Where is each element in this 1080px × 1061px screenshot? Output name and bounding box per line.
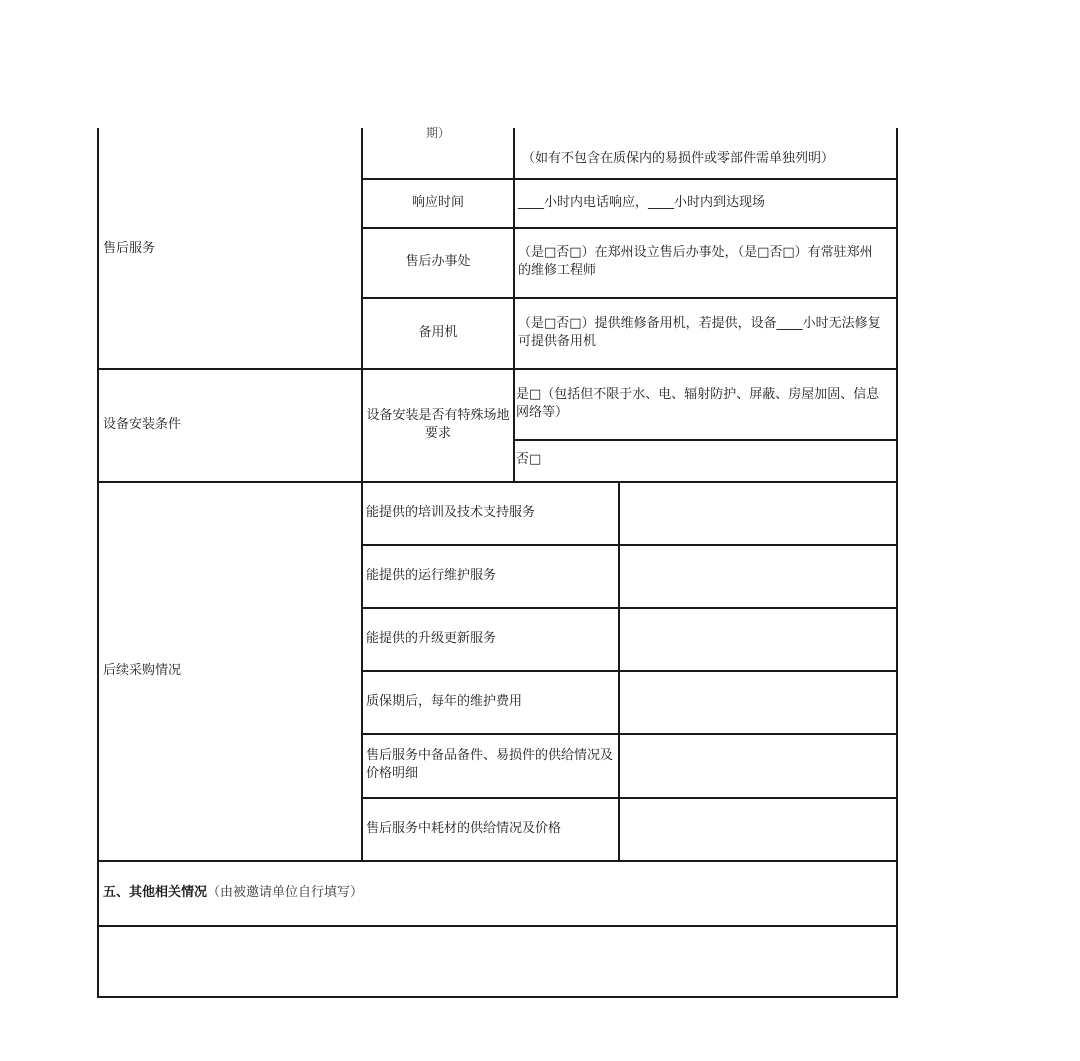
row-divider <box>513 178 898 180</box>
response-time-value[interactable]: ____小时内电话响应，____小时内到达现场 <box>518 194 766 210</box>
follow-up-section-label: 后续采购情况 <box>103 662 182 678</box>
row-divider <box>361 544 898 546</box>
row-divider <box>97 368 898 370</box>
row-divider <box>361 797 898 799</box>
backup-machine-label: 备用机 <box>418 324 458 340</box>
follow-up-item-value[interactable] <box>619 481 897 544</box>
installation-question: 设备安装是否有特殊场地要求 <box>366 407 510 441</box>
installation-yes-option[interactable]: 是□（包括但不限于水、电、辐射防护、屏蔽、房屋加固、信息网络等） <box>516 386 880 420</box>
follow-up-item-label: 售后服务中备品备件、易损件的供给情况及价格明细 <box>366 748 614 781</box>
installation-section-label: 设备安装条件 <box>103 416 182 432</box>
row-divider <box>361 670 898 672</box>
follow-up-item-value[interactable] <box>619 544 897 607</box>
table-border-right <box>896 128 898 998</box>
clipped-warranty-label: 期） <box>425 126 450 140</box>
follow-up-item-value[interactable] <box>619 670 897 733</box>
row-divider <box>361 733 898 735</box>
follow-up-item-label: 能提供的升级更新服务 <box>366 630 497 646</box>
row-divider <box>513 439 898 441</box>
column-divider <box>361 128 363 861</box>
backup-machine-value[interactable]: （是□否□）提供维修备用机，若提供，设备____小时无法修复可提供备用机 <box>518 315 881 349</box>
follow-up-item-value[interactable] <box>619 797 897 860</box>
after-sales-section-label: 售后服务 <box>103 241 156 256</box>
row-divider <box>361 227 898 229</box>
row-divider <box>361 297 898 299</box>
section-five-title <box>99 860 897 925</box>
row-divider <box>97 481 898 483</box>
row-divider <box>97 860 898 862</box>
table-border-left <box>97 128 99 998</box>
follow-up-item-value[interactable] <box>619 607 897 670</box>
section-five-title-bold: 五、其他相关情况 <box>103 884 208 900</box>
service-office-value[interactable]: （是□否□）在郑州设立售后办事处，（是□否□）有常驻郑州的维修工程师 <box>518 245 873 278</box>
section-five-title-note: （由被邀请单位自行填写） <box>207 884 364 900</box>
row-divider <box>361 607 898 609</box>
installation-no-option[interactable]: 否□ <box>516 452 542 467</box>
table-border-bottom <box>97 996 898 998</box>
row-divider <box>97 925 898 927</box>
follow-up-item-label: 能提供的运行维护服务 <box>366 567 497 583</box>
column-divider <box>513 128 515 481</box>
response-time-label: 响应时间 <box>411 194 464 210</box>
follow-up-item-label: 能提供的培训及技术支持服务 <box>366 504 536 520</box>
excluded-parts-note: （如有不包含在质保内的易损件或零部件需单独列明） <box>522 151 835 166</box>
follow-up-item-value[interactable] <box>619 733 897 797</box>
row-divider <box>361 178 514 180</box>
follow-up-item-label: 售后服务中耗材的供给情况及价格 <box>366 820 562 836</box>
section-five-content[interactable] <box>99 925 897 996</box>
follow-up-item-label: 质保期后，每年的维护费用 <box>366 693 523 709</box>
service-office-label: 售后办事处 <box>405 254 471 269</box>
